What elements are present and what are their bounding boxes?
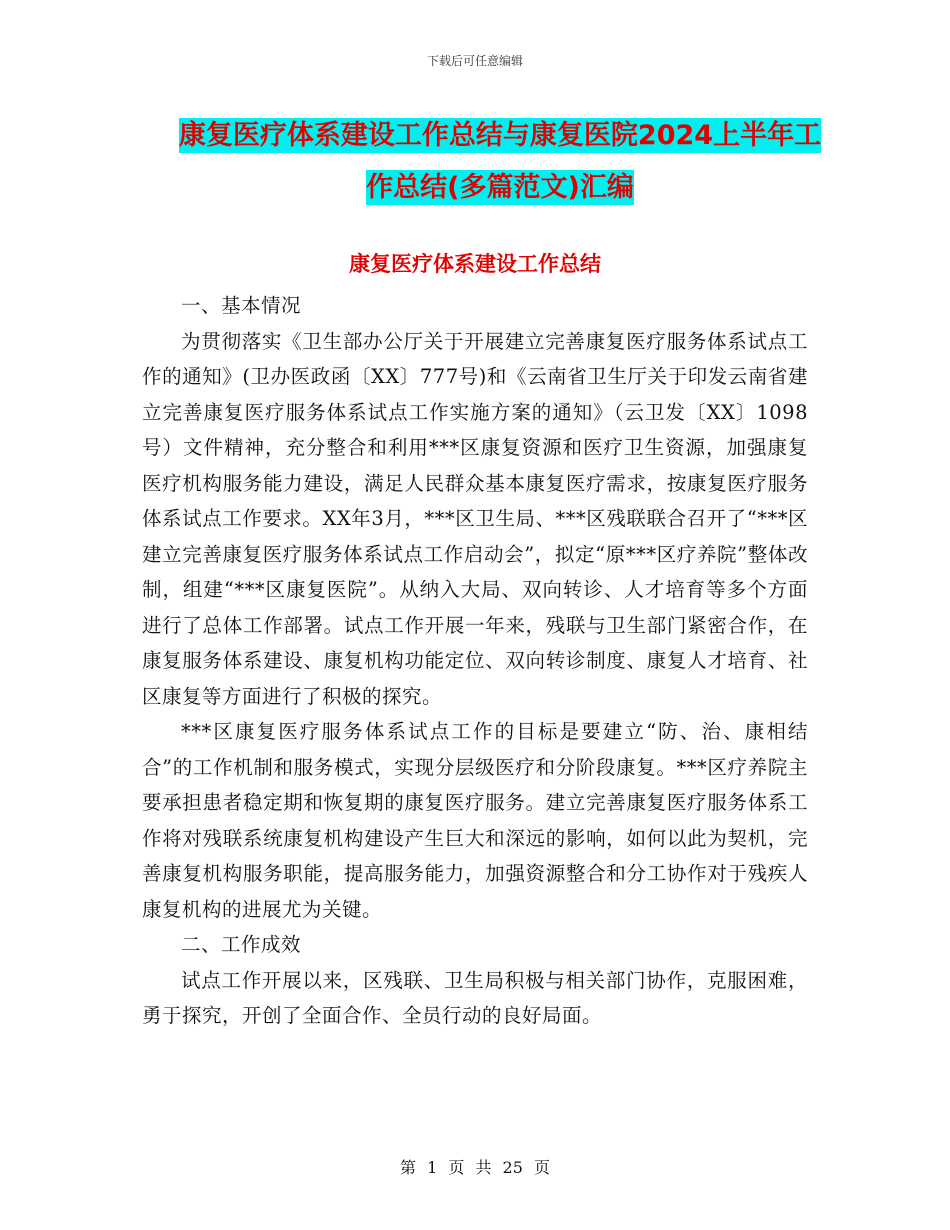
section-title: 康复医疗体系建设工作总结 bbox=[349, 252, 601, 276]
paragraph-1: 为贯彻落实《卫生部办公厅关于开展建立完善康复医疗服务体系试点工作的通知》(卫办医政函〔XX〕777号)和《云南省卫生厅关于印发云南省建立完善康复医疗服务体系试点工作实施方案的通知》（云卫发〔XX〕1098号）文件精神，充分整合和利用***区康复资源和医疗卫生资源，加强康复医疗机构服务能力建设，满足人民群众基本康复医疗需求，按康复医疗服务体系试点工作要求。XX年3月，***区卫生局、***区残联联合召开了“***区建立完善康复医疗服务体系试点工作启动会”，拟定“原***区疗养院”整体改制，组建“***区康复医院”。从纳入大局、双向转诊、人才培育等多个方面进行了总体工作部署。试点工作开展一年来，残联与卫生部门紧密合作，在康复服务体系建设、康复机构功能定位、双向转诊制度、康复人才培育、社区康复等方面进行了积极的探究。 bbox=[142, 329, 808, 708]
paragraph-3: 试点工作开展以来，区残联、卫生局积极与相关部门协作，克服困难，勇于探究，开创了全面合作、全员行动的良好局面。 bbox=[142, 968, 808, 1027]
header-note: 下载后可任意编辑 bbox=[426, 54, 523, 68]
section1-heading: 一、基本情况 bbox=[181, 294, 302, 317]
document-title-line2: 作总结(多篇范文)汇编 bbox=[366, 172, 634, 203]
section2-heading: 二、工作成效 bbox=[181, 933, 302, 956]
document-title-line1: 康复医疗体系建设工作总结与康复医院2024上半年工 bbox=[178, 120, 822, 151]
document-title bbox=[140, 110, 860, 214]
paragraph-2: ***区康复医疗服务体系试点工作的目标是要建立“防、治、康相结合”的工作机制和服务模式，实现分层级医疗和分阶段康复。***区疗养院主要承担患者稳定期和恢复期的康复医疗服务。建立完善康复医疗服务体系工作将对残联系统康复机构建设产生巨大和深远的影响，如何以此为契机，完善康复机构服务职能，提高服务能力，加强资源整合和分工协作对于残疾人康复机构的进展尤为关键。 bbox=[142, 720, 808, 921]
document-body bbox=[142, 288, 808, 1034]
page-number: 第 1 页 共 25 页 bbox=[400, 1158, 550, 1177]
